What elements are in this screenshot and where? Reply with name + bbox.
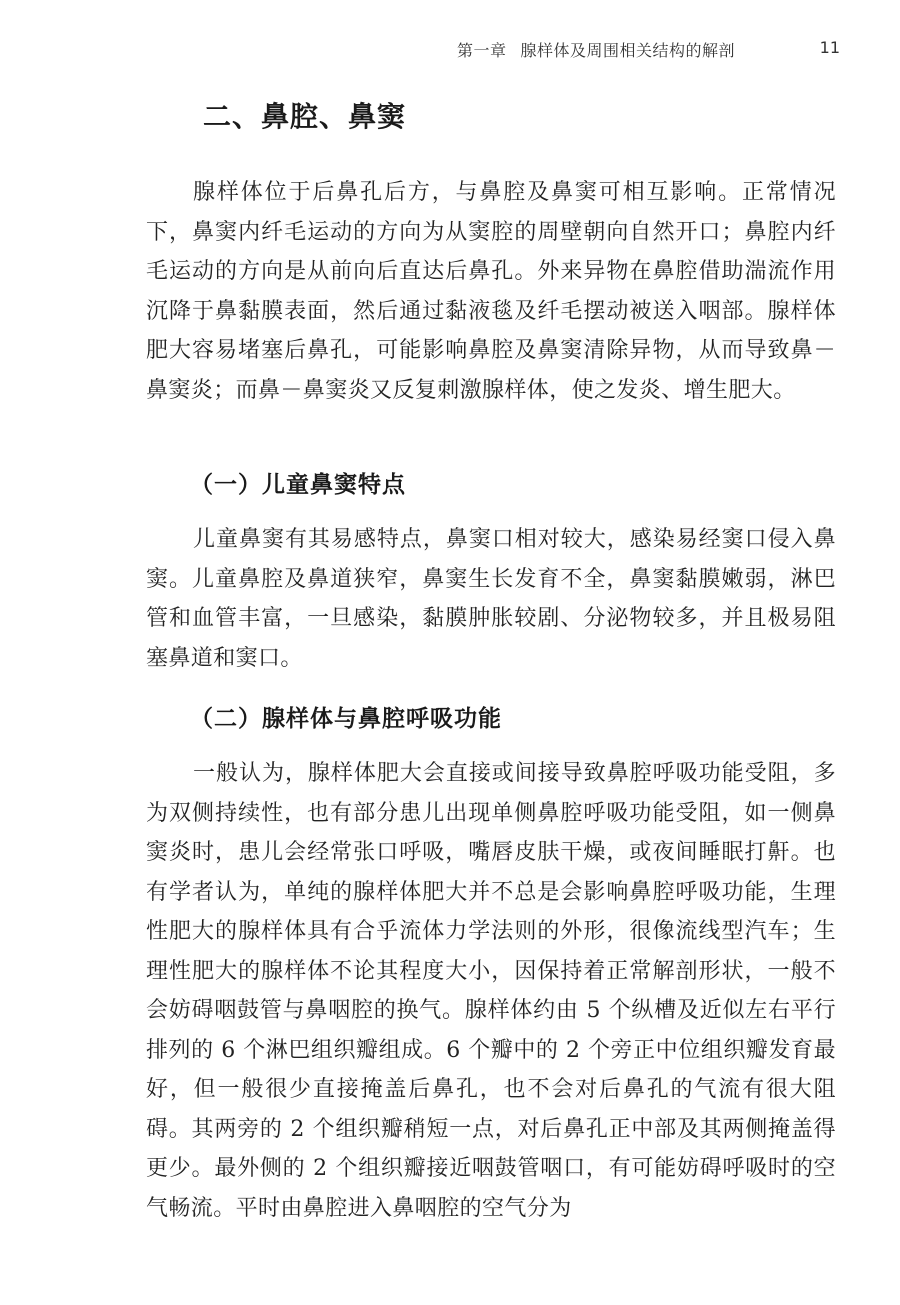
chapter-heading bbox=[457, 38, 735, 61]
subsection-paragraph-2: 一般认为，腺样体肥大会直接或间接导致鼻腔呼吸功能受阻，多为双侧持续性，也有部分患儿出现单侧鼻腔呼吸功能受阻，如一侧鼻窦炎时，患儿会经常张口呼吸，嘴唇皮肤干燥，或夜间睡眠打鼾。也有学者认为，单纯的腺样体肥大并不总是会影响鼻腔呼吸功能，生理性肥大的腺样体具有合乎流体力学法则的外形，很像流线型汽车；生理性肥大的腺样体不论其程度大小，因保持着正常解剖形状，一般不会妨碍咽鼓管与鼻咽腔的换气。腺样体约由 5 个纵槽及近似左右平行排列的 6 个淋巴组织瓣组成。6 个瓣中的 2 个旁正中位组织瓣发育最好，但一般很少直接掩盖后鼻孔，也不会对后鼻孔的气流有很大阻碍。其两旁的 2 个组织瓣稍短一点，对后鼻孔正中部及其两侧掩盖得更少。最外侧的 2 个组织瓣接近咽鼓管咽口，有可能妨碍呼吸时的空气畅流。平时由鼻腔进入鼻咽腔的空气分为 bbox=[146, 761, 836, 1221]
section-title: 二、鼻腔、鼻窦 bbox=[203, 100, 407, 133]
subsection-heading-1: （一）儿童鼻窦特点 bbox=[190, 472, 406, 498]
intro-paragraph: 腺样体位于后鼻孔后方，与鼻腔及鼻窦可相互影响。正常情况下，鼻窦内纤毛运动的方向为从窦腔的周壁朝向自然开口；鼻腔内纤毛运动的方向是从前向后直达后鼻孔。外来异物在鼻腔借助湍流作用沉降于鼻黏膜表面，然后通过黏液毯及纤毛摆动被送入咽部。腺样体肥大容易堵塞后鼻孔，可能影响鼻腔及鼻窦清除异物，从而导致鼻－鼻窦炎；而鼻－鼻窦炎又反复刺激腺样体，使之发炎、增生肥大。 bbox=[146, 180, 836, 403]
subsection-paragraph-1: 儿童鼻窦有其易感特点，鼻窦口相对较大，感染易经窦口侵入鼻窦。儿童鼻腔及鼻道狭窄，鼻窦生长发育不全，鼻窦黏膜嫩弱，淋巴管和血管丰富，一旦感染，黏膜肿胀较剧、分泌物较多，并且极易阻塞鼻道和窦口。 bbox=[146, 527, 836, 671]
running-header bbox=[60, 38, 840, 62]
page-number: 11 bbox=[819, 38, 840, 57]
chapter-label: 第一章 bbox=[456, 41, 507, 60]
subsection-heading-2: （二）腺样体与鼻腔呼吸功能 bbox=[190, 706, 502, 732]
chapter-title: 腺样体及周围相关结构的解剖 bbox=[520, 41, 735, 60]
